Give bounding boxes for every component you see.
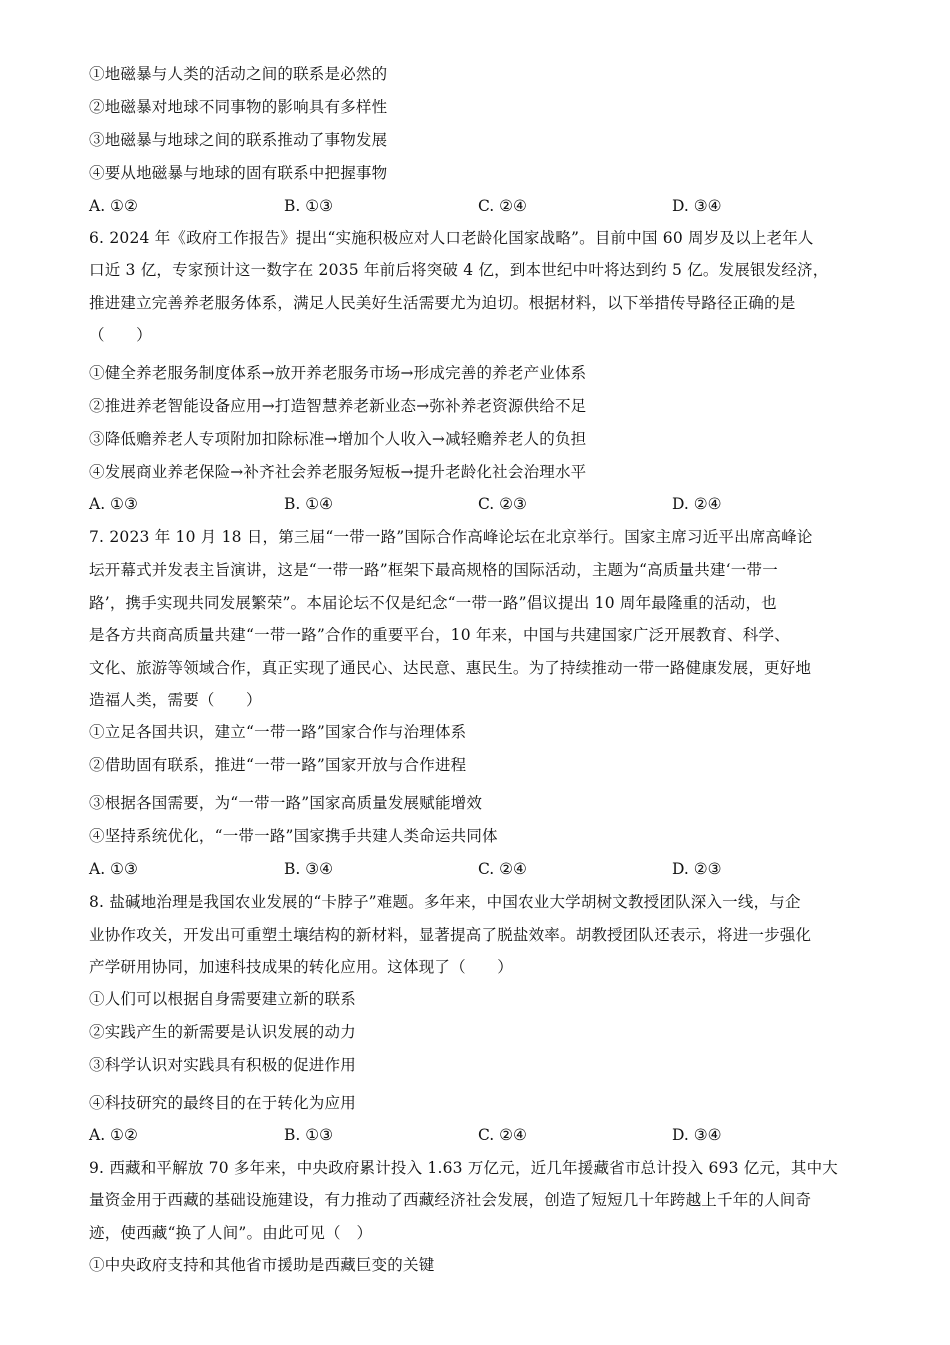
q5-options bbox=[89, 196, 869, 216]
q7-item-4: ④坚持系统优化，“一带一路”国家携手共建人类命运共同体 bbox=[89, 827, 498, 845]
q5-item-1: ①地磁暴与人类的活动之间的联系是必然的 bbox=[89, 65, 388, 83]
q7-option-a: A. ①③ bbox=[89, 860, 138, 878]
q6-item-2: ②推进养老智能设备应用→打造智慧养老新业态→弥补养老资源供给不足 bbox=[89, 397, 587, 415]
q5-option-a: A. ①② bbox=[89, 197, 138, 215]
q8-option-c: C. ②④ bbox=[478, 1126, 527, 1144]
q7-option-b: B. ③④ bbox=[284, 860, 334, 878]
q5-option-b: B. ①③ bbox=[284, 197, 334, 215]
q7-stem-line-1: 7. 2023 年 10 月 18 日，第三届“一带一路”国际合作高峰论坛在北京举行。国家主席习近平出席高峰论 bbox=[89, 528, 813, 546]
q5-item-4: ④要从地磁暴与地球的固有联系中把握事物 bbox=[89, 164, 388, 182]
q7-stem-line-2: 坛开幕式并发表主旨演讲，这是“一带一路”框架下最高规格的国际活动，主题为“高质量共建‘一带一 bbox=[89, 561, 778, 579]
q6-stem-line-4: （ ） bbox=[89, 326, 152, 344]
q8-stem-line-3: 产学研用协同，加速科技成果的转化应用。这体现了（ ） bbox=[89, 958, 513, 976]
q5-option-d: D. ③④ bbox=[672, 197, 722, 215]
q7-stem-line-3: 路’，携手实现共同发展繁荣”。本届论坛不仅是纪念“一带一路”倡议提出 10 周年最隆重的活动，也 bbox=[89, 594, 777, 612]
q9-stem-line-1: 9. 西藏和平解放 70 多年来，中央政府累计投入 1.63 万亿元，近几年援藏省市总计投入 693 亿元，其中大 bbox=[89, 1159, 838, 1177]
q7-options bbox=[89, 859, 869, 879]
q8-option-b: B. ①③ bbox=[284, 1126, 334, 1144]
q8-option-a: A. ①② bbox=[89, 1126, 138, 1144]
q8-stem-line-2: 业协作攻关，开发出可重塑土壤结构的新材料，显著提高了脱盐效率。胡教授团队还表示，将进一步强化 bbox=[89, 926, 812, 944]
q5-item-3: ③地磁暴与地球之间的联系推动了事物发展 bbox=[89, 131, 388, 149]
q7-item-2: ②借助固有联系，推进“一带一路”国家开放与合作进程 bbox=[89, 756, 467, 774]
q7-item-3: ③根据各国需要，为“一带一路”国家高质量发展赋能增效 bbox=[89, 794, 483, 812]
q8-item-3: ③科学认识对实践具有积极的促进作用 bbox=[89, 1056, 356, 1074]
q6-option-c: C. ②③ bbox=[478, 495, 527, 513]
q5-option-c: C. ②④ bbox=[478, 197, 527, 215]
q8-options bbox=[89, 1125, 869, 1145]
q6-item-1: ①健全养老服务制度体系→放开养老服务市场→形成完善的养老产业体系 bbox=[89, 364, 587, 382]
q7-stem-line-5: 文化、旅游等领域合作，真正实现了通民心、达民意、惠民生。为了持续推动一带一路健康发展，更好地 bbox=[89, 659, 812, 677]
q6-option-a: A. ①③ bbox=[89, 495, 138, 513]
q7-stem-line-4: 是各方共商高质量共建“一带一路”合作的重要平台，10 年来，中国与共建国家广泛开展教育、科学、 bbox=[89, 626, 790, 644]
q6-item-4: ④发展商业养老保险→补齐社会养老服务短板→提升老龄化社会治理水平 bbox=[89, 463, 587, 481]
q6-stem-line-2: 口近 3 亿，专家预计这一数字在 2035 年前后将突破 4 亿，到本世纪中叶将达到约 5 亿。发展银发经济， bbox=[89, 261, 829, 279]
q8-stem-line-1: 8. 盐碱地治理是我国农业发展的“卡脖子”难题。多年来，中国农业大学胡树文教授团队深入一线，与企 bbox=[89, 893, 801, 911]
q7-option-c: C. ②④ bbox=[478, 860, 527, 878]
q6-option-b: B. ①④ bbox=[284, 495, 334, 513]
q6-option-d: D. ②④ bbox=[672, 495, 722, 513]
q8-item-4: ④科技研究的最终目的在于转化为应用 bbox=[89, 1094, 356, 1112]
q6-item-3: ③降低赡养老人专项附加扣除标准→增加个人收入→减轻赡养老人的负担 bbox=[89, 430, 587, 448]
q8-item-2: ②实践产生的新需要是认识发展的动力 bbox=[89, 1023, 356, 1041]
q7-option-d: D. ②③ bbox=[672, 860, 722, 878]
q6-stem-line-3: 推进建立完善养老服务体系，满足人民美好生活需要尤为迫切。根据材料，以下举措传导路径正确的是 bbox=[89, 294, 796, 312]
q9-item-1: ①中央政府支持和其他省市援助是西藏巨变的关键 bbox=[89, 1256, 435, 1274]
q7-item-1: ①立足各国共识，建立“一带一路”国家合作与治理体系 bbox=[89, 723, 467, 741]
q9-stem-line-3: 迹，使西藏“换了人间”。由此可见（ ） bbox=[89, 1224, 373, 1242]
q7-stem-line-6: 造福人类，需要（ ） bbox=[89, 691, 262, 709]
q9-stem-line-2: 量资金用于西藏的基础设施建设，有力推动了西藏经济社会发展，创造了短短几十年跨越上千年的人间奇 bbox=[89, 1191, 812, 1209]
q8-item-1: ①人们可以根据自身需要建立新的联系 bbox=[89, 990, 356, 1008]
q6-stem-line-1: 6. 2024 年《政府工作报告》提出“实施积极应对人口老龄化国家战略”。目前中国 60 周岁及以上老年人 bbox=[89, 229, 814, 247]
q8-option-d: D. ③④ bbox=[672, 1126, 722, 1144]
q5-item-2: ②地磁暴对地球不同事物的影响具有多样性 bbox=[89, 98, 388, 116]
q6-options bbox=[89, 494, 869, 514]
